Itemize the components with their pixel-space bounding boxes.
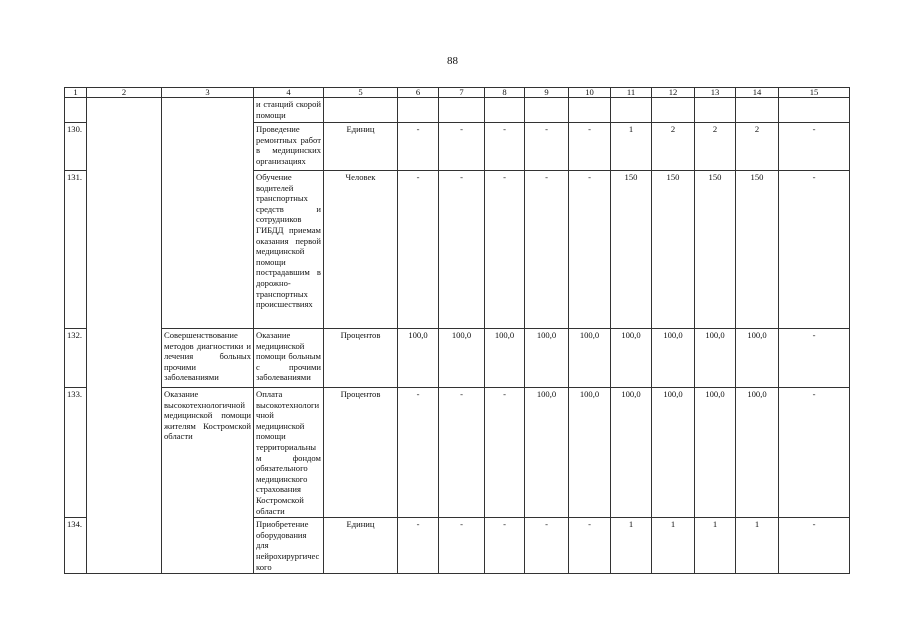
col-header: 8: [485, 88, 525, 98]
value-cell: 1: [695, 518, 736, 574]
unit-cell: Единиц: [324, 123, 398, 171]
unit-cell: Процентов: [324, 329, 398, 388]
value-cell: -: [398, 388, 439, 518]
task-cell: Совершенствование методов диагностики и лечения больных прочими заболеваниями: [162, 329, 254, 388]
value-cell: -: [779, 329, 850, 388]
value-cell: -: [525, 123, 569, 171]
value-cell: 100,0: [736, 388, 779, 518]
value-cell: 100,0: [485, 329, 525, 388]
value-cell: 100,0: [398, 329, 439, 388]
col-header: 12: [652, 88, 695, 98]
value-cell: 100,0: [695, 388, 736, 518]
event-cell: Оказание медицинской помощи больным с прочими заболеваниями: [254, 329, 324, 388]
value-cell: 100,0: [611, 329, 652, 388]
program-table: [64, 87, 850, 574]
value-cell: -: [439, 171, 485, 329]
row-number: 130.: [65, 123, 87, 171]
value-cell: -: [485, 123, 525, 171]
value-cell: 150: [736, 171, 779, 329]
col-header: 3: [162, 88, 254, 98]
value-cell: -: [569, 518, 611, 574]
col3-cell: [162, 98, 254, 329]
col-header: 7: [439, 88, 485, 98]
col2-cell: [87, 98, 162, 574]
value-cell: -: [439, 388, 485, 518]
value-cell: 1: [736, 518, 779, 574]
value-cell: -: [569, 123, 611, 171]
event-cell: и станций скорой помощи: [254, 98, 324, 123]
value-cell: -: [779, 123, 850, 171]
row-number: 133.: [65, 388, 87, 518]
row-number: 132.: [65, 329, 87, 388]
unit-cell: Единиц: [324, 518, 398, 574]
page-number: 88: [447, 55, 458, 67]
value-cell: 2: [652, 123, 695, 171]
col-header: 5: [324, 88, 398, 98]
value-cell: -: [779, 518, 850, 574]
col-header: 4: [254, 88, 324, 98]
value-cell: 150: [611, 171, 652, 329]
value-cell: -: [779, 171, 850, 329]
event-cell: Проведение ремонтных работ в медицинских организациях: [254, 123, 324, 171]
value-cell: -: [439, 123, 485, 171]
value-cell: -: [779, 388, 850, 518]
row-number: 131.: [65, 171, 87, 329]
value-cell: 100,0: [695, 329, 736, 388]
col-header: 9: [525, 88, 569, 98]
value-cell: 1: [611, 123, 652, 171]
unit-cell: Человек: [324, 171, 398, 329]
value-cell: 2: [695, 123, 736, 171]
value-cell: 100,0: [569, 388, 611, 518]
col-header: 1: [65, 88, 87, 98]
table-row: [65, 388, 850, 518]
event-cell: Приобретение оборудования для нейрохирургического: [254, 518, 324, 574]
row-number: 134.: [65, 518, 87, 574]
value-cell: 100,0: [652, 329, 695, 388]
event-cell: Обучение водителей транспортных средств и сотрудников ГИБДД приемам оказания первой медицинской помощи пострадавшим в дорожно-транспортных происшествиях: [254, 171, 324, 329]
row-number: [65, 98, 87, 123]
value-cell: 100,0: [652, 388, 695, 518]
col-header: 11: [611, 88, 652, 98]
col-header: 15: [779, 88, 850, 98]
value-cell: -: [485, 518, 525, 574]
value-cell: -: [398, 518, 439, 574]
col-header: 14: [736, 88, 779, 98]
col-header: 13: [695, 88, 736, 98]
value-cell: 1: [652, 518, 695, 574]
value-cell: 150: [652, 171, 695, 329]
value-cell: -: [525, 171, 569, 329]
column-number-row: [65, 88, 850, 98]
col-header: 6: [398, 88, 439, 98]
table-row: [65, 329, 850, 388]
value-cell: -: [398, 171, 439, 329]
value-cell: 100,0: [525, 388, 569, 518]
value-cell: 100,0: [439, 329, 485, 388]
col-header: 10: [569, 88, 611, 98]
value-cell: 150: [695, 171, 736, 329]
event-cell: Оплата высокотехнологичной медицинской помощи территориальным фондом обязательного медицинского страхования Костромской области: [254, 388, 324, 518]
value-cell: 100,0: [611, 388, 652, 518]
value-cell: -: [398, 123, 439, 171]
value-cell: 100,0: [569, 329, 611, 388]
value-cell: 100,0: [525, 329, 569, 388]
value-cell: -: [485, 388, 525, 518]
table-row: [65, 98, 850, 123]
task-cell: Оказание высокотехнологичной медицинской помощи жителям Костромской области: [162, 388, 254, 574]
col-header: 2: [87, 88, 162, 98]
value-cell: -: [525, 518, 569, 574]
value-cell: 2: [736, 123, 779, 171]
value-cell: -: [439, 518, 485, 574]
value-cell: -: [485, 171, 525, 329]
unit-cell: Процентов: [324, 388, 398, 518]
value-cell: 100,0: [736, 329, 779, 388]
value-cell: -: [569, 171, 611, 329]
value-cell: 1: [611, 518, 652, 574]
